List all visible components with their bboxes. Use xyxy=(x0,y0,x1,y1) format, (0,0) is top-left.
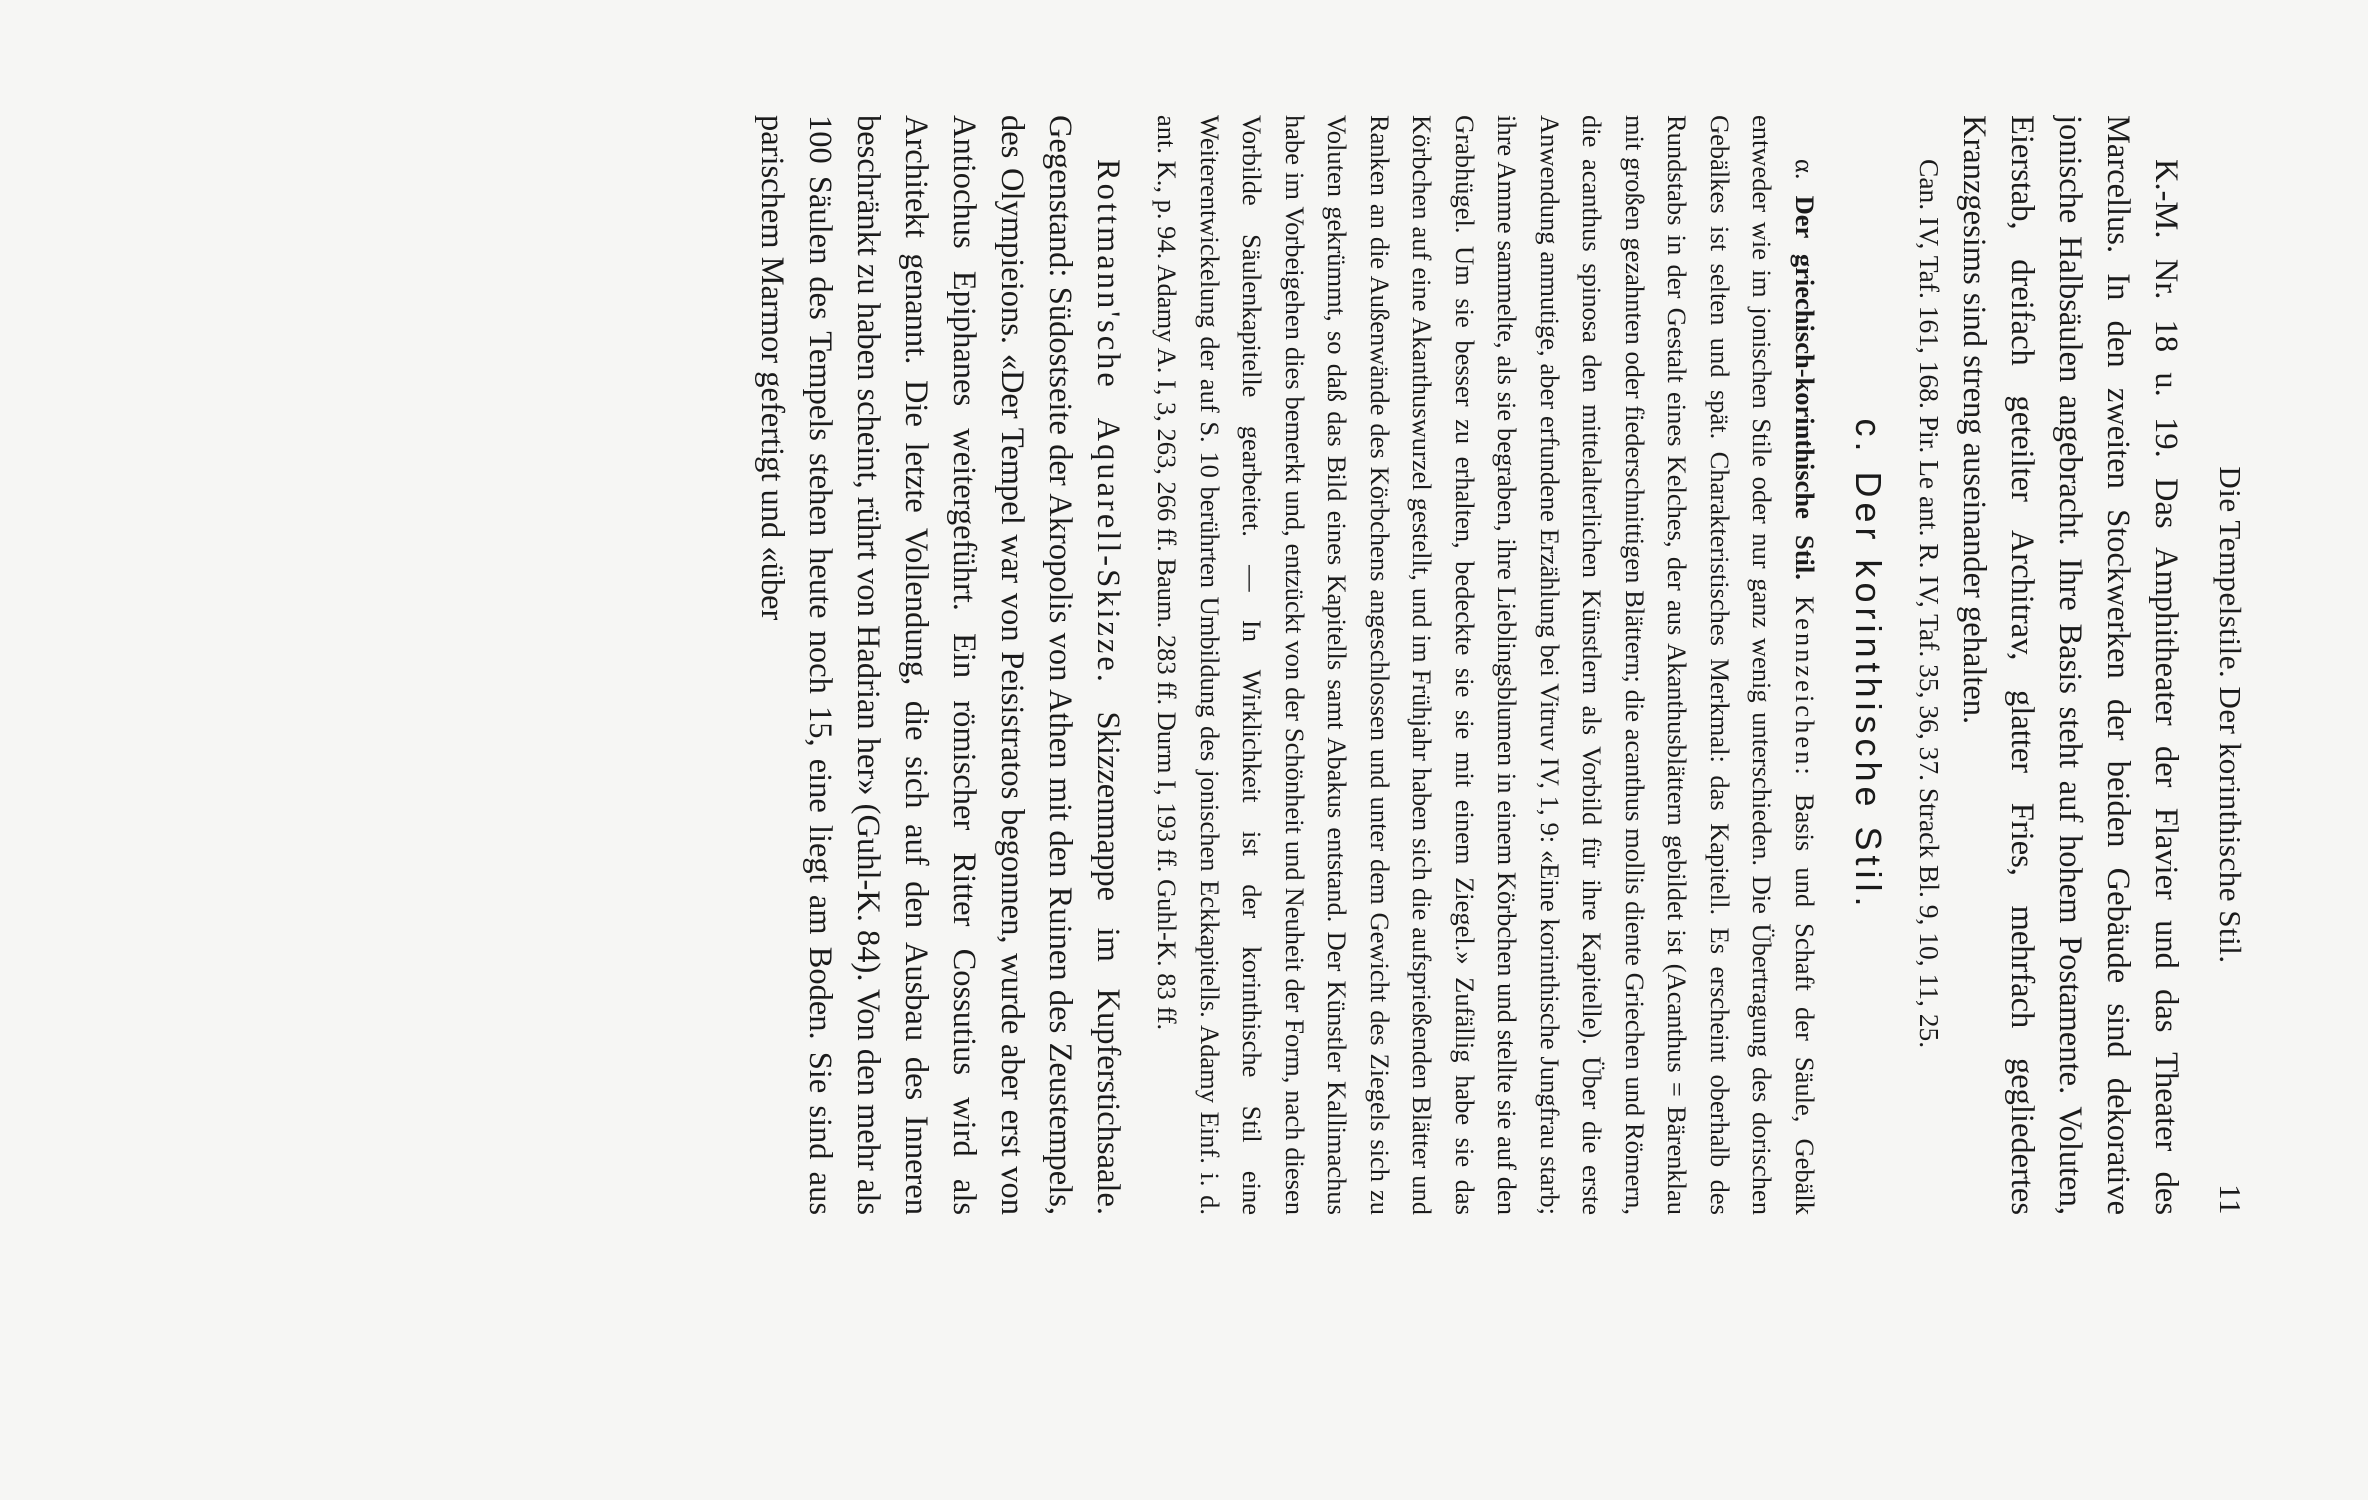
paragraph-rottmann xyxy=(748,115,1132,1215)
paragraph-text: Basis und Schaft der Säule, Gebälk entweder wie im jonischen Stile oder nur ganz wenig unterschieden. Die Übertragung des dorischen Gebälkes ist selten und spät. Charakteristisches Merkmal: das Kapitell. Es erscheint oberhalb des Rundstabs in der Gestalt eines Kelches, der aus Akanthusblättern gebildet ist (Acanthus = Bärenklau mit großen gezahnten oder fiederschnittigen Blättern; die acanthus mollis diente Griechen und Römern, die acanthus spinosa den mittelalterlichen Künstlern als Vorbild für ihre Kapitelle). Über die erste Anwendung anmutige, aber erfundene Erzählung bei Vitruv IV, 1, 9: «Eine korinthische Jungfrau starb; ihre Amme sammelte, als sie begraben, ihre Lieblingsblumen in einem Körbchen und stellte sie auf den Grabhügel. Um sie besser zu erhalten, bedeckte sie sie mit einem Ziegel.» Zufällig habe sie das Körbchen auf eine Akanthuswurzel gestellt, und im Frühjahr haben sich die aufsprießenden Blätter und Ranken an die Außenwände des Körbchens angeschlossen und unter dem Gewicht des Ziegels sich zu Voluten gekrümmt, so daß das Bild eines Kapitells samt Abakus entstand. Der Künstler Kallimachus habe im Vorbeigehen dies bemerkt und, entzückt von der Schönheit und Neuheit der Form, nach diesen Vorbilde Säulenkapitelle gearbeitet. — In Wirklichkeit ist der korinthische Stil eine Weiterentwickelung der auf S. 10 berührten Umbildung des jonischen Eckkapitells. Adamy Einf. i. d. ant. K., p. 94. Adamy A. I, 3, 263, 266 ff. Baum. 283 ff. Durm I, 193 ff. Guhl-K. 83 ff. xyxy=(1152,115,1820,1215)
paragraph-amphitheater: K.-M. Nr. 18 u. 19. Das Amphitheater der Flavier und das Theater des Marcellus. In den zweiten Stockwerken der beiden Gebäude sind dekorative jonische Halbsäulen angebracht. Ihre Basis steht auf hohem Postamente. Voluten, Eierstab, dreifach geteilter Architrav, glatter Fries, mehrfach gegliedertes Kranzgesims sind streng auseinander gehalten. xyxy=(1956,115,2184,1215)
subsection-title: Der griechisch-korinthische Stil. xyxy=(1790,195,1820,580)
page-number: 11 xyxy=(2213,1184,2248,1215)
text-block xyxy=(88,115,2248,1215)
running-header xyxy=(2190,115,2248,1215)
paragraph-text: Skizzenmappe im Kupferstichsaale. Gegenstand: Südostseite der Akropolis von Athen mit den Ruinen des Zeustempels, des Olympieions. «Der Tempel war von Peisistratos begonnen, wurde aber erst von Antiochus Epiphanes weitergeführt. Ein römischer Ritter Cossutius wird als Architekt genannt. Die letzte Vollendung, die sich auf den Ausbau des Inneren beschränkt zu haben scheint, rührt von Hadrian her» (Guhl-K. 84). Von den mehr als 100 Säulen des Tempels stehen heute noch 15, eine liegt am Boden. Sie sind aus parischem Marmor gefertigt und «über xyxy=(754,115,1126,1215)
kennzeichen-label: Kennzeichen: xyxy=(1790,596,1820,778)
section-heading: c. Der korinthische Stil. xyxy=(1848,418,1889,912)
references-line: Can. IV, Taf. 161, 168. Pir. Le ant. R. IV, Taf. 35, 36, 37. Strack Bl. 9, 10, 11, 25. xyxy=(1914,159,1945,1049)
running-title: Die Tempelstile. Der korinthische Stil. xyxy=(2213,466,2248,964)
rottmann-title: Rottmann'sche Aquarell-Skizze. xyxy=(1090,159,1126,685)
alpha-marker: α. xyxy=(1790,159,1820,180)
paragraph-greek-corinthian xyxy=(1146,115,1826,1215)
